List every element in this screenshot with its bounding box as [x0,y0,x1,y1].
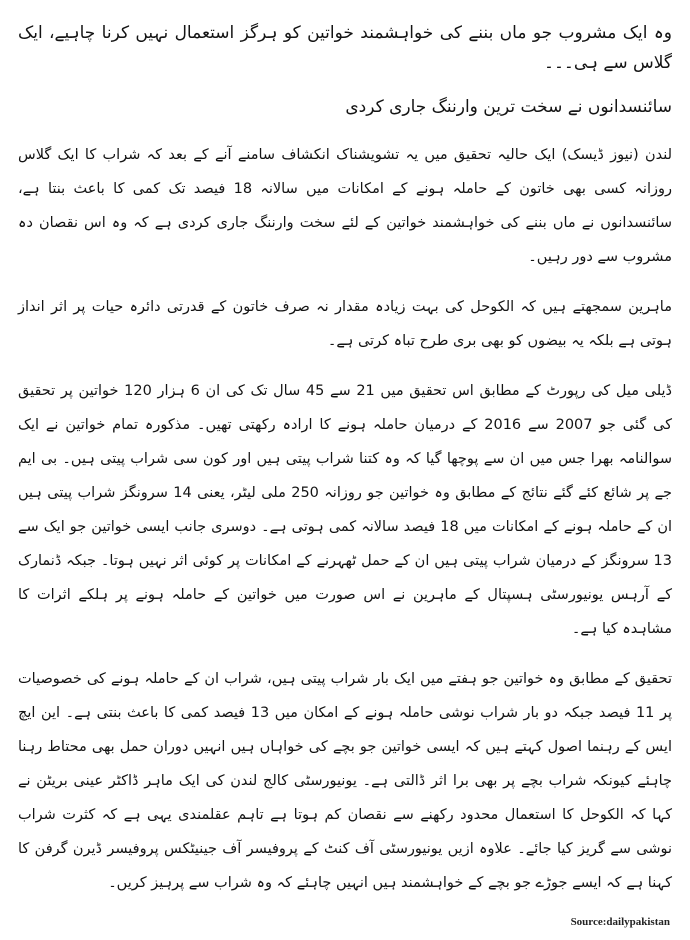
article-paragraph-2: ماہرین سمجھتے ہیں کہ الکوحل کی بہت زیادہ مقدار نہ صرف خاتون کے قدرتی دائرہ حیات پر اثر انداز ہوتی ہے بلکہ یہ بیضوں کو بھی بری طرح تباہ کرتی ہے۔ [18,299,672,349]
article-paragraph-4: تحقیق کے مطابق وہ خواتین جو ہفتے میں ایک بار شراب پیتی ہیں، شراب ان کے حاملہ ہونے کی خصوصیات پر 11 فیصد جبکہ دو بار شراب نوشی حاملہ ہونے کے امکان میں 13 فیصد کمی کا باعث بنتی ہے۔ این ایچ ایس کے رہنما اصول کہتے ہیں کہ ایسی خواتین جو بچے کی خواہاں ہیں انہیں دوران حمل بھی محتاط رہنا چاہئے کیونکہ شراب بچے پر بھی برا اثر ڈالتی ہے۔ یونیورسٹی کالج لندن کی ایک ماہر ڈاکٹر عینی بریٹن نے کہا کہ الکوحل کا استعمال محدود رکھنے سے نقصان کم ہوتا ہے تاہم عقلمندی یہی ہے کہ کثرت شراب نوشی سے گریز کیا جائے۔ علاوہ ازیں یونیورسٹی آف کنٹ کے پروفیسر آف جینیٹکس پروفیسر ڈیرن گرفن کا کہنا ہے کہ ایسے جوڑے جو بچے کے خواہشمند ہیں انہیں چاہئے کہ وہ شراب سے پرہیز کریں۔ [18,671,672,891]
article-paragraph-3: ڈیلی میل کی رپورٹ کے مطابق اس تحقیق میں 21 سے 45 سال تک کی ان 6 ہزار 120 خواتین پر تحقیق کی گئی جو 2007 سے 2016 کے درمیان حاملہ ہونے کا ارادہ رکھتی تھیں۔ مذکورہ تمام خواتین نے ایک سوالنامہ بھرا جس میں ان سے پوچھا گیا کہ وہ کتنا شراب پیتی ہیں اور کون سی شراب پیتی ہیں۔ بی ایم جے پر شائع کئے گئے نتائج کے مطابق وہ خواتین جو روزانہ 250 ملی لیٹر، یعنی 14 سرونگز شراب پیتی ہیں ان کے حاملہ ہونے کے امکانات میں 18 فیصد سالانہ کمی ہوتی ہے۔ دوسری جانب ایسی خواتین جو ایک سے 13 سرونگز کے درمیان شراب پیتی ہیں ان کے حمل ٹھہرنے کے امکانات پر کوئی اثر نہیں ہوتا۔ جبکہ ڈنمارک کے آرہس یونیورسٹی ہسپتال کے ماہرین نے اس صورت میں خواتین کے حاملہ ہونے پر ہلکے اثرات کا مشاہدہ کیا ہے۔ [18,383,673,637]
article-subheadline: سائنسدانوں نے سخت ترین وارننگ جاری کردی [345,97,672,117]
source-credit: Source:dailypakistan [570,916,670,928]
news-article [18,18,672,900]
article-headline: وہ ایک مشروب جو ماں بننے کی خواہشمند خواتین کو ہرگز استعمال نہیں کرنا چاہیے، ایک گلاس سے ہی۔۔۔ [18,23,672,73]
article-paragraph-1: لندن (نیوز ڈیسک) ایک حالیہ تحقیق میں یہ تشویشناک انکشاف سامنے آنے کے بعد کہ شراب کا ایک گلاس روزانہ کسی بھی خاتون کے حاملہ ہونے کے امکانات میں سالانہ 18 فیصد تک کمی کا باعث بنتا ہے، سائنسدانوں نے ماں بننے کی خواہشمند خواتین کے لئے سخت وارننگ جاری کردی ہے کہ وہ اس نقصان دہ مشروب سے دور رہیں۔ [18,147,672,265]
